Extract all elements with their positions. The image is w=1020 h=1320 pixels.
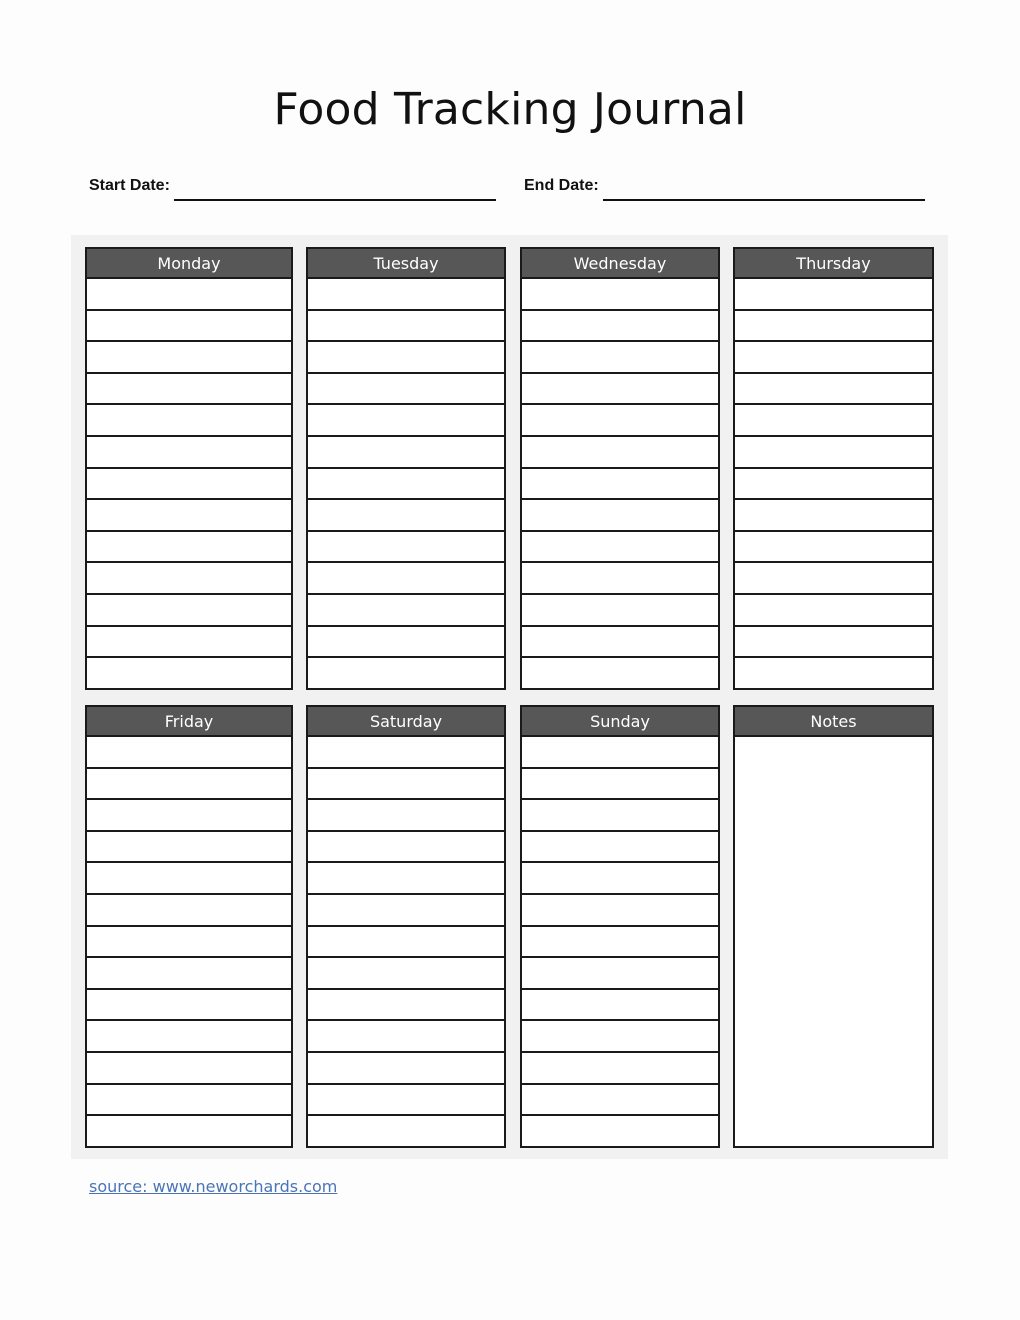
entry-row[interactable] [308,1053,504,1085]
day-sunday [520,705,720,1148]
start-date-field[interactable] [89,174,496,202]
entry-row[interactable] [735,279,932,311]
entry-row[interactable] [308,1116,504,1146]
entry-row[interactable] [308,500,504,532]
entry-row[interactable] [87,958,291,990]
day-header: Thursday [735,249,932,279]
entry-row[interactable] [522,1116,718,1146]
entry-row[interactable] [87,469,291,501]
entry-row[interactable] [308,769,504,801]
entry-row[interactable] [87,342,291,374]
entry-row[interactable] [735,405,932,437]
entry-row[interactable] [522,800,718,832]
day-header: Wednesday [522,249,718,279]
entry-row[interactable] [735,437,932,469]
notes-area[interactable] [735,737,932,1146]
day-header: Sunday [522,707,718,737]
entry-row[interactable] [87,1021,291,1053]
day-header: Tuesday [308,249,504,279]
entry-row[interactable] [735,595,932,627]
entry-row[interactable] [87,627,291,659]
end-date-field[interactable] [524,174,925,202]
notes-header: Notes [735,707,932,737]
day-header: Saturday [308,707,504,737]
entry-row[interactable] [87,1085,291,1117]
entry-row[interactable] [522,532,718,564]
entry-row[interactable] [308,405,504,437]
entry-row[interactable] [522,1085,718,1117]
page-title: Food Tracking Journal [273,84,747,135]
entry-row[interactable] [308,958,504,990]
entry-row[interactable] [87,832,291,864]
entry-row[interactable] [87,737,291,769]
entry-row[interactable] [308,927,504,959]
entry-row[interactable] [87,800,291,832]
day-rows [522,737,718,1146]
entry-row[interactable] [522,737,718,769]
day-monday [85,247,293,690]
entry-row[interactable] [522,1021,718,1053]
entry-row[interactable] [87,658,291,688]
day-rows [87,279,291,688]
entry-row[interactable] [522,469,718,501]
entry-row[interactable] [87,279,291,311]
entry-row[interactable] [522,990,718,1022]
entry-row[interactable] [735,500,932,532]
entry-row[interactable] [522,342,718,374]
entry-row[interactable] [735,374,932,406]
entry-row[interactable] [87,927,291,959]
day-rows [308,279,504,688]
entry-row[interactable] [308,532,504,564]
journal-panel [71,235,948,1159]
entry-row[interactable] [87,895,291,927]
entry-row[interactable] [87,1116,291,1146]
entry-row[interactable] [308,563,504,595]
end-date-label: End Date: [524,177,599,194]
entry-row[interactable] [308,737,504,769]
entry-row[interactable] [522,627,718,659]
entry-row[interactable] [87,595,291,627]
day-header: Monday [87,249,291,279]
day-rows [522,279,718,688]
entry-row[interactable] [87,437,291,469]
entry-row[interactable] [522,279,718,311]
entry-row[interactable] [522,832,718,864]
entry-row[interactable] [735,342,932,374]
entry-row[interactable] [522,374,718,406]
entry-row[interactable] [522,958,718,990]
entry-row[interactable] [87,563,291,595]
entry-row[interactable] [308,1085,504,1117]
entry-row[interactable] [308,863,504,895]
entry-row[interactable] [735,532,932,564]
entry-row[interactable] [87,990,291,1022]
entry-row[interactable] [308,895,504,927]
entry-row[interactable] [522,405,718,437]
entry-row[interactable] [308,437,504,469]
entry-row[interactable] [308,1021,504,1053]
entry-row[interactable] [522,311,718,343]
day-friday [85,705,293,1148]
day-rows [308,737,504,1146]
entry-row[interactable] [522,1053,718,1085]
entry-row[interactable] [87,863,291,895]
start-date-line[interactable] [174,199,496,201]
entry-row[interactable] [308,627,504,659]
entry-row[interactable] [308,832,504,864]
entry-row[interactable] [308,279,504,311]
entry-row[interactable] [522,769,718,801]
entry-row[interactable] [308,311,504,343]
entry-row[interactable] [308,595,504,627]
source-link[interactable]: source: www.neworchards.com [89,1177,338,1196]
day-tuesday [306,247,506,690]
day-thursday [733,247,934,690]
day-header: Friday [87,707,291,737]
entry-row[interactable] [522,658,718,688]
day-rows [735,279,932,688]
entry-row[interactable] [735,627,932,659]
entry-row[interactable] [522,927,718,959]
entry-row[interactable] [735,658,932,688]
entry-row[interactable] [87,311,291,343]
entry-row[interactable] [308,469,504,501]
entry-row[interactable] [87,769,291,801]
day-wednesday [520,247,720,690]
entry-row[interactable] [308,658,504,688]
entry-row[interactable] [87,1053,291,1085]
entry-row[interactable] [735,311,932,343]
entry-row[interactable] [87,374,291,406]
entry-row[interactable] [522,437,718,469]
start-date-label: Start Date: [89,177,170,194]
entry-row[interactable] [87,500,291,532]
entry-row[interactable] [308,800,504,832]
entry-row[interactable] [308,374,504,406]
day-rows [87,737,291,1146]
entry-row[interactable] [522,863,718,895]
entry-row[interactable] [522,563,718,595]
end-date-line[interactable] [603,199,925,201]
entry-row[interactable] [522,500,718,532]
entry-row[interactable] [308,342,504,374]
entry-row[interactable] [735,563,932,595]
entry-row[interactable] [522,895,718,927]
notes-box [733,705,934,1148]
entry-row[interactable] [522,595,718,627]
entry-row[interactable] [87,532,291,564]
entry-row[interactable] [308,990,504,1022]
day-saturday [306,705,506,1148]
entry-row[interactable] [87,405,291,437]
entry-row[interactable] [735,469,932,501]
